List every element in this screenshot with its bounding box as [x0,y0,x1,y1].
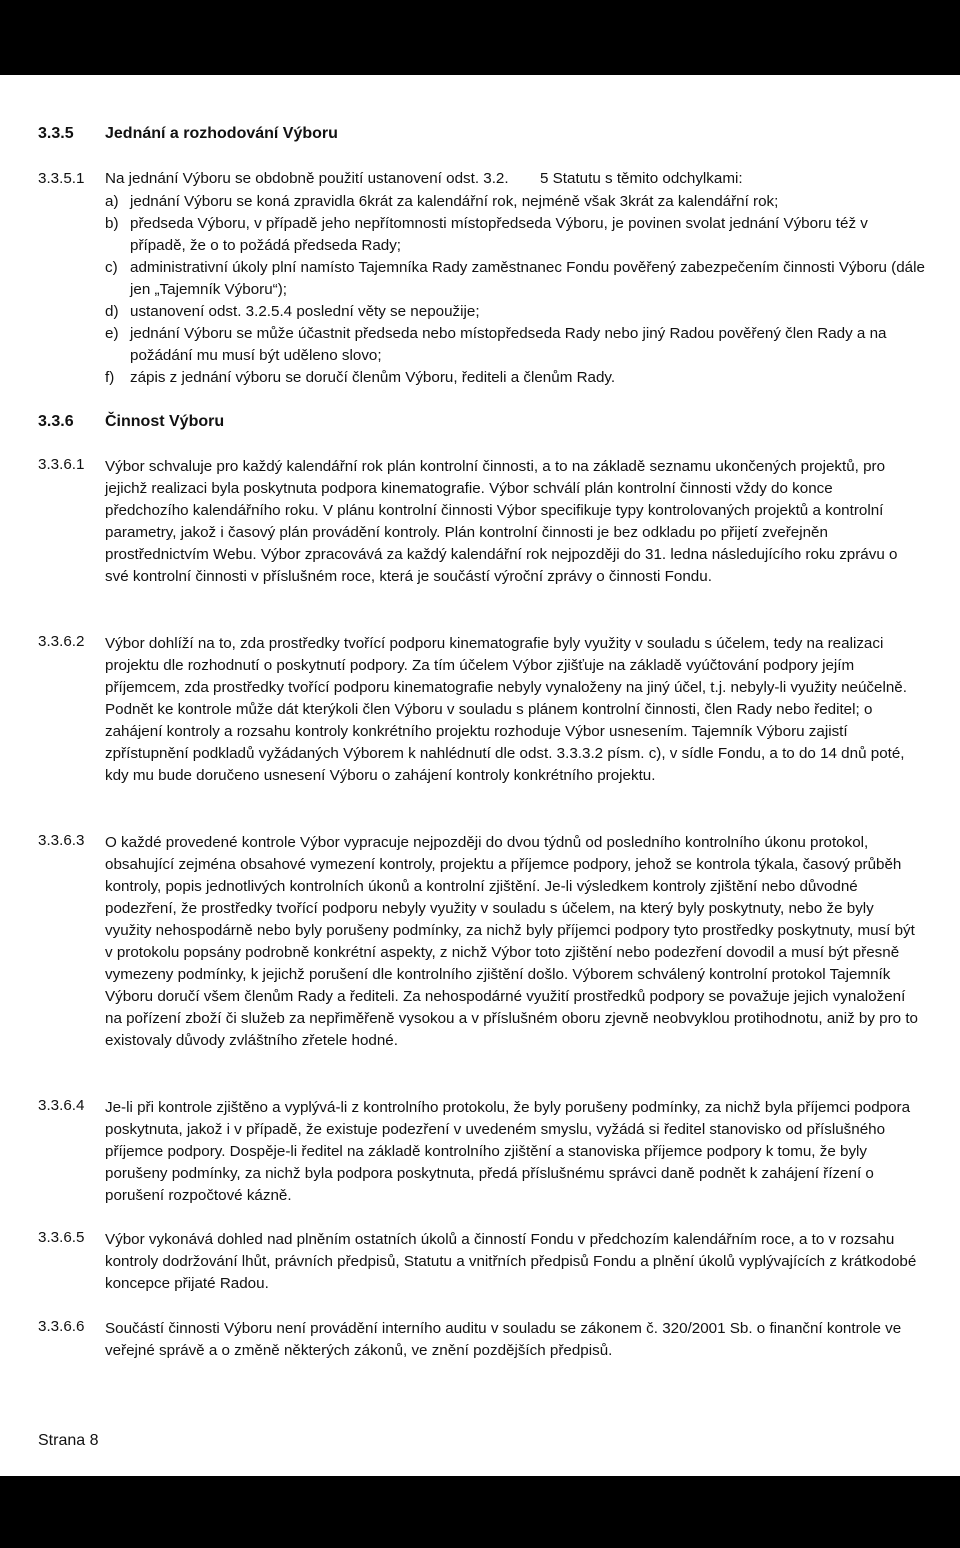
section-title: Jednání a rozhodování Výboru [105,125,338,142]
list-item-label: b) [105,215,119,232]
section-number: 3.3.5 [38,125,74,142]
list-item-text: jednání Výboru se koná zpravidla 6krát za kalendářní rok, nejméně však 3krát za kalendářní rok; [130,193,779,210]
paragraph-number: 3.3.6.4 [38,1097,85,1114]
bottom-black-bar [0,1476,960,1548]
list-item [105,257,925,301]
list-item-text: administrativní úkoly plní namísto Tajemníka Rady zaměstnanec Fondu pověřený zabezpečením činnosti Výboru (dále jen „Tajemník Výboru“); [130,259,925,298]
paragraph-3-3-6-5 [38,1229,918,1295]
paragraph-number: 3.3.6.1 [38,456,85,473]
list-item-label: a) [105,193,119,210]
list-item-label: e) [105,325,119,342]
paragraph-number: 3.3.6.2 [38,633,85,650]
section-heading-3-3-5 [38,123,338,145]
list-item-label: f) [105,369,115,386]
list-item [105,191,925,213]
paragraph-3-3-6-1 [38,456,918,588]
paragraph-3-3-5-1 [38,168,918,190]
paragraph-intro-line-1: Na jednání Výboru se obdobně použití ustanovení odst. 3.2. [105,170,509,187]
paragraph-text: Součástí činnosti Výboru není provádění interního auditu v souladu se zákonem č. 320/2001 Sb. o finanční kontrole ve veřejné správě a o změně některých zákonů, ve znění pozdějších předpisů. [105,1320,902,1359]
paragraph-3-3-6-4 [38,1097,918,1207]
paragraph-number: 3.3.6.3 [38,832,85,849]
list-3-3-5-1 [105,191,925,389]
list-item-label: c) [105,259,118,276]
list-item-text: jednání Výboru se může účastnit předseda nebo místopředseda Rady nebo jiný Radou pověřený člen Rady a na požádání mu musí být uděleno slovo; [130,325,887,364]
paragraph-number: 3.3.6.5 [38,1229,85,1246]
page-number: Strana 8 [38,1432,99,1449]
paragraph-text: Výbor dohlíží na to, zda prostředky tvořící podporu kinematografie byly využity v souladu s účelem, tedy na realizaci projektu dle rozhodnutí o poskytnutí podpory. Za tím účelem Výbor zjišťuje na základě vyúčtování podpory jejím příjemcem, zda prostředky tvořící podporu kinematografie nebyly vynaloženy na jiný účel, t.j. nebyly-li využity neúčelně. Podnět ke kontrole může dát kterýkoli člen Výboru v souladu s plánem kontrolní činnosti, člen Rady nebo ředitel; o zahájení kontroly a rozsahu kontroly konkrétního projektu rozhoduje Výbor usnesením. Tajemník Výboru zajistí zpřístupnění podkladů vyžádaných Výborem k nahlédnutí dle odst. 3.3.3.2 písm. c), v sídle Fondu, a to do 14 dnů poté, kdy mu bude doručeno usnesení Výboru o zahájení kontroly konkrétního projektu. [105,635,907,784]
paragraph-text: Je-li při kontrole zjištěno a vyplývá-li z kontrolního protokolu, že byly porušeny podmínky, za nichž byla příjemci podpora poskytnuta, jakož i v případě, že existuje podezření v uvedeném smyslu, vyžádá si ředitel stanovisko od příslušného příjemce podpory. Dospěje-li ředitel na základě kontrolního zjištění a stanoviska příjemce podpory k tomu, že byly porušeny podmínky, za nichž byla podpora poskytnuta, předá příslušnému správci daně podnět k zahájení řízení o porušení rozpočtové kázně. [105,1099,911,1204]
paragraph-3-3-6-6 [38,1318,918,1362]
paragraph-intro-line-1-cont: 5 Statutu s těmito odchylkami: [540,170,743,187]
section-heading-3-3-6 [38,411,224,433]
list-item [105,213,925,257]
list-item-text: předseda Výboru, v případě jeho nepřítomnosti místopředseda Výboru, je povinen svolat jednání Výboru též v případě, že o to požádá předseda Rady; [130,215,868,254]
paragraph-text: O každé provedené kontrole Výbor vypracuje nejpozději do dvou týdnů od posledního kontrolního úkonu protokol, obsahující zejména obsahové vymezení kontroly, projektu a příjemce podpory, jehož se kontrola týkala, časový průběh kontroly, popis jednotlivých kontrolních úkonů a kontrolní zjištění. Je-li výsledkem kontroly zjištění nebo důvodné podezření, že prostředky tvořící podporu nebyly využity v souladu s účelem, na který byly poskytnuty, nebo že byly využity nehospodárně nebo byly porušeny podmínky, za nichž byly příjemci podpory tyto prostředky poskytnuty, musí být v protokolu popsány podrobně konkrétní aspekty, z nichž Výbor toto zjištění nebo podezření dovodil a musí být přesně vymezeny podmínky, k jejichž porušení dle kontrolního zjištění došlo. Výborem schválený kontrolní protokol Tajemník Výboru doručí všem členům Rady a řediteli. Za nehospodárné využití prostředků podpory se považuje jejich vynaložení na pořízení zboží či služeb za nepřiměřeně vysokou a v příslušném oboru zjevně neobvyklou protihodnotu, aniž by pro to existovaly důvody zvláštního zřetele hodné. [105,834,918,1049]
paragraph-3-3-6-3 [38,832,918,1052]
section-title: Činnost Výboru [105,413,225,430]
paragraph-text: Výbor vykonává dohled nad plněním ostatních úkolů a činností Fondu v předchozím kalendářním roce, a to v rozsahu kontroly dodržování lhůt, právních předpisů, Statutu a vnitřních předpisů Fondu a plnění úkolů vyplývajících z krátkodobé koncepce přijaté Radou. [105,1231,917,1292]
list-item-text: zápis z jednání výboru se doručí členům Výboru, řediteli a členům Rady. [130,369,616,386]
list-item-label: d) [105,303,119,320]
paragraph-number: 3.3.5.1 [38,170,85,187]
list-item [105,301,925,323]
list-item [105,323,925,367]
list-item [105,367,925,389]
paragraph-3-3-6-2 [38,633,918,787]
paragraph-text: Výbor schvaluje pro každý kalendářní rok plán kontrolní činnosti, a to na základě seznamu ukončených projektů, pro jejichž realizaci byla poskytnuta podpora kinematografie. Výbor schválí plán kontrolní činnosti vždy do konce předchozího kalendářního roku. V plánu kontrolní činnosti Výbor specifikuje typy kontrolovaných projektů a kontrolní parametry, jakož i časový plán provádění kontroly. Plán kontrolní činnosti je bez odkladu po přijetí zveřejněn prostřednictvím Webu. Výbor zpracovává za každý kalendářní rok nejpozději do 31. ledna následujícího roku zprávu o své kontrolní činnosti v příslušném roce, která je součástí výroční zprávy o činnosti Fondu. [105,458,898,585]
section-number: 3.3.6 [38,413,74,430]
paragraph-number: 3.3.6.6 [38,1318,85,1335]
list-item-text: ustanovení odst. 3.2.5.4 poslední věty se nepoužije; [130,303,480,320]
